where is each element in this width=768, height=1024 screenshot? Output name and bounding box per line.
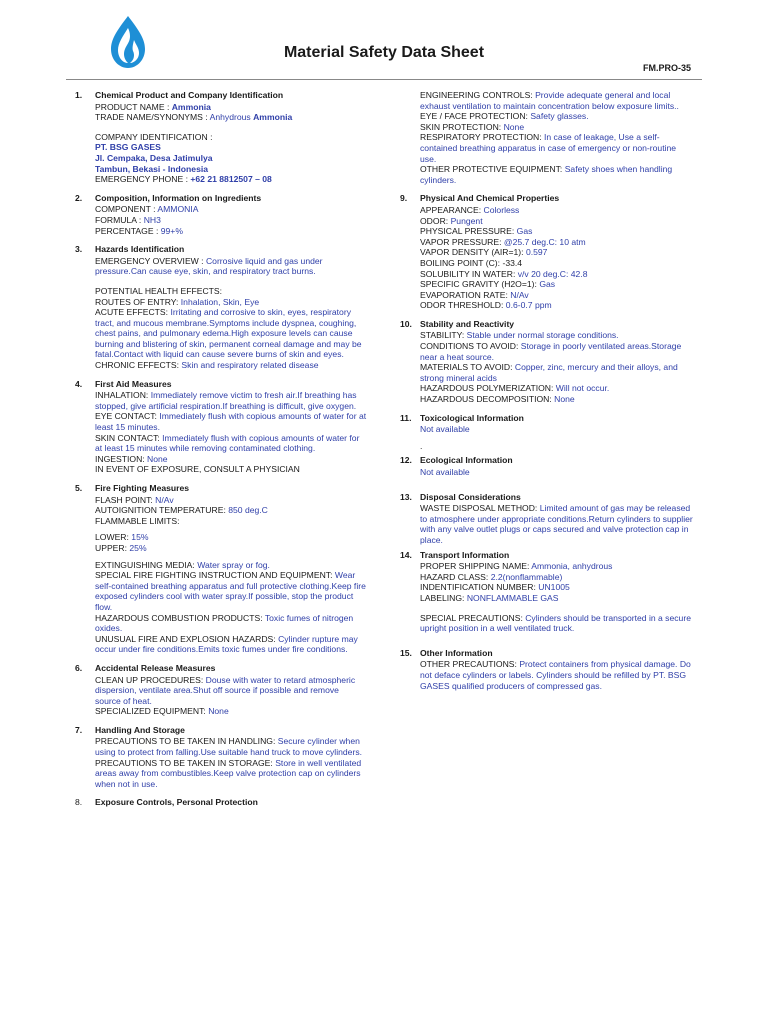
field-value: Gas [516, 226, 533, 237]
section-15 [400, 648, 694, 691]
field-label: ENGINEERING CONTROLS: [420, 90, 536, 100]
field-label: EYE CONTACT: [95, 411, 160, 422]
section-1 [75, 90, 367, 185]
section-5 [75, 483, 367, 655]
field-value: Corrosive liquid and gas under pressure.Can cause eye, skin, and respiratory tract burns. [95, 255, 323, 277]
field-value: 2.2(nonflammable) [490, 571, 563, 582]
section-4 [75, 379, 367, 475]
field-value: Not available [420, 424, 470, 435]
section-8-heading [75, 797, 367, 808]
field-label: TRADE NAME/SYNONYMS : [95, 112, 210, 123]
section-title: Ecological Information [420, 455, 513, 466]
field-value: Colorless [483, 204, 520, 215]
section-10 [400, 319, 694, 405]
field-value: Pungent [450, 215, 483, 226]
company-address: Tambun, Bekasi - Indonesia [95, 163, 209, 174]
field-label: PERCENTAGE : [95, 225, 161, 236]
section-title: Other Information [420, 647, 493, 658]
section-title: Chemical Product and Company Identification [95, 90, 284, 100]
field-label: FORMULA : [95, 214, 144, 225]
field-value: Storage in poorly ventilated areas.Storage near a heat source. [420, 341, 682, 362]
field-value: Provide adequate general and local exhaust ventilation to maintain concentration below exposure limits.. [420, 90, 679, 111]
field-label: COMPONENT : [95, 204, 158, 215]
section-13 [400, 492, 694, 546]
field-value: Cylinder rupture may occur under fire conditions.Emits toxic fumes under fire conditions. [95, 633, 358, 655]
field-label: FLASH POINT: [95, 494, 156, 505]
stray-dot: . [420, 440, 423, 451]
field-label: SKIN CONTACT: [95, 432, 163, 443]
section-number: 6. [75, 662, 83, 673]
document-title: Material Safety Data Sheet [283, 44, 485, 61]
header-divider [66, 79, 702, 80]
field-label: COMPANY IDENTIFICATION : [95, 131, 213, 142]
field-value: Limited amount of gas may be released to atmosphere under appropriate conditions.Return cylinders to supplier with any valve outlet plugs or caps secured and valve protection cap in place. [420, 503, 693, 545]
field-value: Irritating and corrosive to skin, eyes, respiratory tract, and mucous membrane.Symptoms include dyspnea, coughing, chest pains, and pulmonary edema.High exposure levels can cause burning and blistering of skin, permanent corneal damage and may be fatal.Contact with liquid can cause severe burns of skin and eyes. [95, 307, 362, 360]
field-label: WASTE DISPOSAL METHOD: [420, 503, 540, 514]
field-label: LABELING: [420, 592, 467, 603]
section-title: Composition, Information on Ingredients [95, 192, 262, 203]
field-label: STABILITY: [420, 330, 467, 341]
field-label: SPECIALIZED EQUIPMENT: [95, 706, 209, 717]
field-value: Ammonia [253, 112, 293, 123]
field-label: PRODUCT NAME : [95, 101, 172, 112]
field-label: ODOR THRESHOLD: [420, 300, 506, 311]
field-label: EVAPORATION RATE: [420, 289, 511, 300]
right-column [400, 90, 694, 699]
field-label: VAPOR PRESSURE: [420, 236, 504, 247]
section-12 [400, 455, 694, 477]
field-label: SPECIAL FIRE FIGHTING INSTRUCTION AND EQUIPMENT: [95, 570, 335, 581]
field-value: Cylinders should be transported in a secure upright position in a well ventilated truck. [420, 612, 691, 634]
field-label: SKIN PROTECTION: [420, 121, 504, 132]
field-value: Anhydrous [209, 112, 254, 123]
section-title: Physical And Chemical Properties [420, 193, 560, 204]
field-value: 0.597 [525, 247, 548, 258]
field-label: HAZARDOUS COMBUSTION PRODUCTS: [95, 612, 265, 623]
field-label: EXTINGUISHING MEDIA: [95, 559, 198, 570]
field-label: PRECAUTIONS TO BE TAKEN IN HANDLING: [95, 736, 278, 747]
field-value: Immediately flush with copious amounts of water for at least 15 minutes. [95, 411, 367, 433]
field-value: Will not occur. [555, 383, 610, 394]
field-label: POTENTIAL HEALTH EFFECTS: [95, 285, 223, 296]
field-label: SPECIAL PRECAUTIONS: [420, 612, 526, 623]
left-column [75, 90, 367, 816]
section-14 [400, 550, 694, 634]
section-title: First Aid Measures [95, 378, 172, 389]
section-number: 13. [400, 491, 412, 502]
field-label: RESPIRATORY PROTECTION: [420, 132, 544, 143]
field-value: Inhalation, Skin, Eye [180, 296, 260, 307]
field-value: N/Av [155, 494, 174, 505]
field-label: FLAMMABLE LIMITS: [95, 515, 180, 526]
field-label: EMERGENCY PHONE : [95, 174, 191, 185]
section-title: Stability and Reactivity [420, 318, 515, 329]
field-value: 99+% [160, 225, 183, 236]
section-number: 5. [75, 483, 83, 493]
section-number: 7. [75, 724, 83, 735]
field-value: UN1005 [538, 582, 570, 593]
field-label: LOWER: [95, 532, 132, 543]
section-7 [75, 725, 367, 790]
field-value: Immediately remove victim to fresh air.If breathing has stopped, give artificial respiration.If breathing is difficult, give oxygen. [95, 390, 357, 411]
field-label: SOLUBILITY IN WATER: [420, 268, 518, 279]
field-label: EYE / FACE PROTECTION: [420, 111, 531, 122]
section-title: Accidental Release Measures [95, 662, 216, 673]
field-value: None [554, 394, 575, 405]
field-value: Store in well ventilated areas away from combustibles.Keep valve protection cap on cylinders when not in use. [95, 757, 362, 789]
section-6 [75, 663, 367, 717]
section-9 [400, 193, 694, 311]
field-value: -33.4 [502, 257, 523, 268]
section-number: 10. [400, 318, 412, 329]
field-label: CONDITIONS TO AVOID: [420, 341, 521, 352]
field-value: Safety shoes when handling cylinders. [420, 164, 673, 185]
field-label: MATERIALS TO AVOID: [420, 362, 515, 373]
field-value: In case of leakage, Use a self-contained breathing apparatus in case of emergency or non-routine use. [420, 132, 677, 164]
field-value: Safety glasses. [530, 111, 589, 122]
field-label: UPPER: [95, 542, 130, 553]
field-value: NONFLAMMABLE GAS [466, 592, 559, 603]
field-value: @25.7 deg.C: 10 atm [503, 236, 586, 247]
section-number: 14. [400, 549, 412, 560]
field-value: Water spray or fog. [197, 559, 270, 570]
section-number: 9. [400, 193, 408, 204]
section-number: 15. [400, 647, 412, 658]
company-name: PT. BSG GASES [95, 142, 161, 153]
field-value: 25% [129, 542, 147, 553]
field-value: Ammonia, anhydrous [531, 561, 613, 572]
field-label: HAZARDOUS DECOMPOSITION: [420, 394, 555, 405]
field-label: PROPER SHIPPING NAME: [420, 561, 532, 572]
section-number: 8. [75, 797, 83, 808]
field-value: Wear self-contained breathing apparatus and full protective clothing.Keep fire exposed cylinders cool with water spray.If possible, stop the product flow. [95, 570, 366, 612]
section-title: Disposal Considerations [420, 491, 521, 502]
field-value: Immediately flush with copious amounts of water for at least 15 minutes while removing contaminated clothing. [95, 432, 360, 454]
field-value: None [147, 453, 168, 464]
section-8-body [400, 90, 694, 185]
section-number: 4. [75, 378, 83, 389]
field-value: None [208, 706, 229, 717]
company-address: Jl. Cempaka, Desa Jatimulya [95, 152, 213, 163]
field-label: APPEARANCE: [420, 204, 484, 215]
field-value: v/v 20 deg.C: 42.8 [517, 268, 588, 279]
field-label: INGESTION: [95, 453, 148, 464]
exposure-note: IN EVENT OF EXPOSURE, CONSULT A PHYSICIAN [95, 464, 300, 475]
field-label: AUTOIGNITION TEMPERATURE: [95, 505, 229, 516]
field-value: Douse with water to retard atmospheric dispersion, ventilate area.Shut off source if possible and remove source of heat. [95, 674, 356, 706]
section-number: 11. [400, 412, 412, 423]
field-label: HAZARD CLASS: [420, 571, 491, 582]
section-11 [400, 413, 694, 452]
section-3 [75, 244, 367, 371]
field-label: CHRONIC EFFECTS: [95, 360, 182, 371]
section-2 [75, 193, 367, 236]
field-value: AMMONIA [157, 204, 199, 215]
field-label: BOILING POINT (C): [420, 257, 503, 268]
field-label: OTHER PROTECTIVE EQUIPMENT: [420, 164, 565, 175]
field-value: NH3 [143, 214, 161, 225]
section-number: 2. [75, 192, 83, 203]
field-value: Stable under normal storage conditions. [466, 330, 619, 341]
field-value: Copper, zinc, mercury and their alloys, and strong mineral acids [420, 362, 678, 383]
field-label: ACUTE EFFECTS: [95, 307, 171, 318]
field-value: 15% [131, 532, 149, 543]
field-value: Skin and respiratory related disease [181, 360, 319, 371]
field-value: 850 deg.C [228, 505, 268, 516]
section-title: Fire Fighting Measures [95, 483, 190, 493]
section-title: Handling And Storage [95, 724, 185, 735]
section-title: Transport Information [420, 549, 510, 560]
section-title: Exposure Controls, Personal Protection [95, 797, 258, 808]
section-title: Toxicological Information [420, 412, 524, 423]
field-label: INDENTIFICATION NUMBER: [420, 582, 539, 593]
section-number: 1. [75, 90, 83, 100]
emergency-phone: +62 21 8812507 – 08 [190, 174, 272, 185]
field-label: ROUTES OF ENTRY: [95, 296, 181, 307]
field-label: PRECAUTIONS TO BE TAKEN IN STORAGE: [95, 757, 276, 768]
field-label: CLEAN UP PROCEDURES: [95, 674, 206, 685]
field-label: UNUSUAL FIRE AND EXPLOSION HAZARDS: [95, 633, 279, 644]
field-value: N/Av [510, 289, 529, 300]
field-value: None [503, 121, 525, 132]
field-label: HAZARDOUS POLYMERIZATION: [420, 383, 556, 394]
section-number: 3. [75, 244, 83, 255]
field-value: Secure cylinder when using to protect from falling.Use suitable hand truck to move cylinders. [95, 736, 363, 758]
field-value: Gas [539, 279, 556, 290]
field-label: ODOR: [420, 215, 451, 226]
field-label: OTHER PRECAUTIONS: [420, 659, 520, 670]
field-label: PHYSICAL PRESSURE: [420, 226, 517, 237]
field-value: 0.6-0.7 ppm [505, 300, 552, 311]
field-value: Ammonia [171, 101, 211, 112]
section-number: 12. [400, 455, 412, 466]
field-label: VAPOR DENSITY (AIR=1): [420, 247, 526, 258]
field-value: Toxic fumes of nitrogen oxides. [95, 612, 354, 634]
section-title: Hazards Identification [95, 244, 185, 255]
field-value: Not available [420, 467, 470, 477]
field-label: SPECIFIC GRAVITY (H2O=1): [420, 279, 540, 290]
form-number: FM.PRO-35 [642, 63, 691, 73]
field-value: Protect containers from physical damage. Do not deface cylinders or labels. Cylinders should be refilled by PT. BSG GASES qualified producers of compressed gas. [420, 659, 691, 691]
field-label: EMERGENCY OVERVIEW : [95, 255, 206, 266]
field-label: INHALATION: [95, 390, 151, 401]
